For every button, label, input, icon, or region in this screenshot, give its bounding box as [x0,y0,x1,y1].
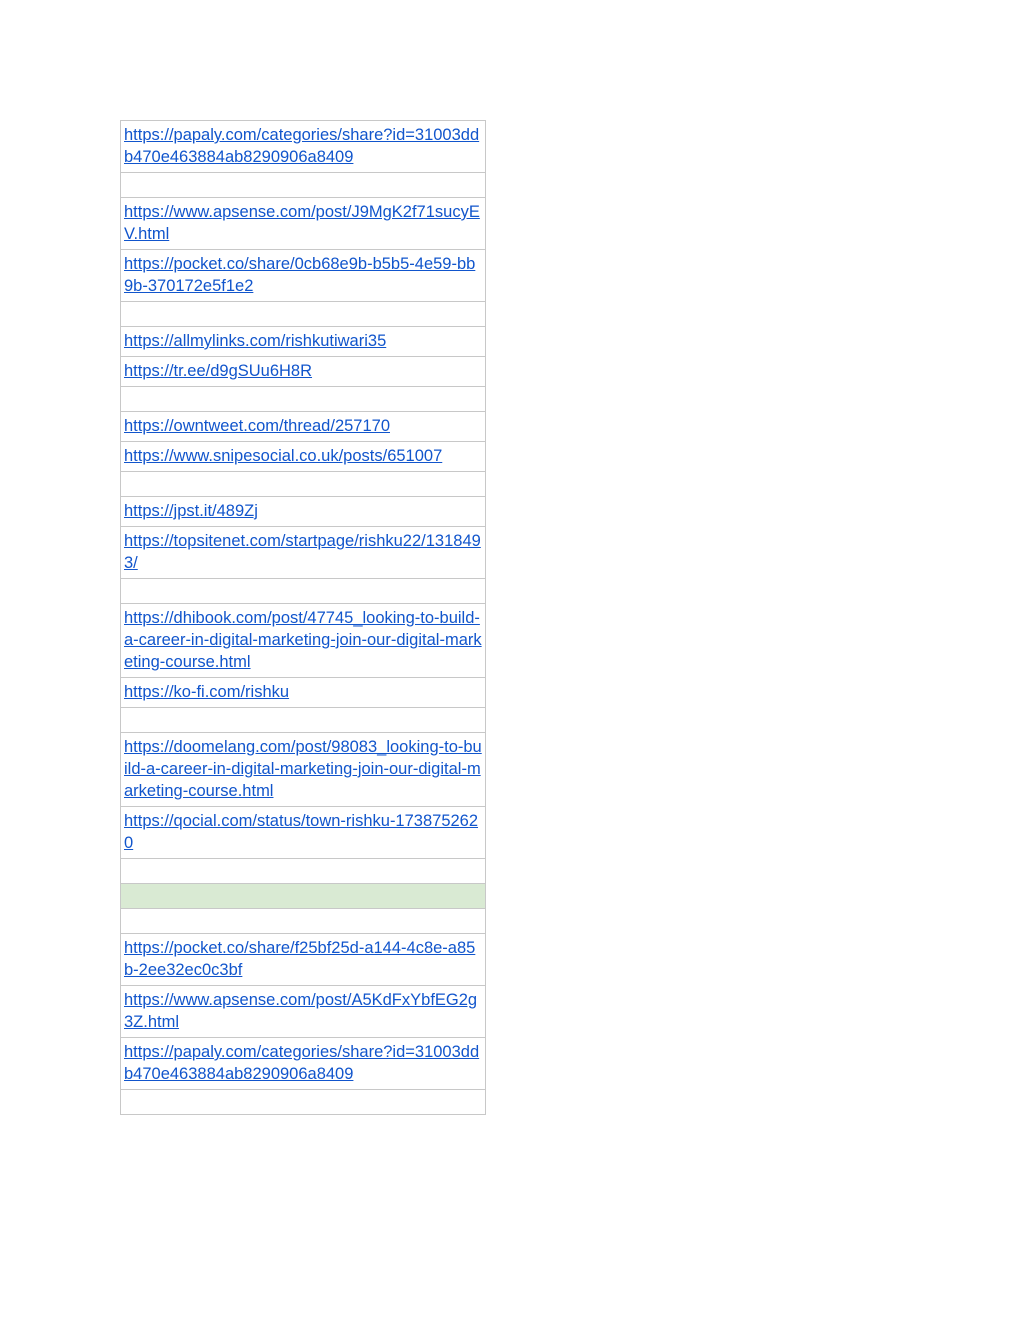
table-row [121,934,486,986]
table-cell[interactable] [121,859,486,884]
link[interactable]: https://owntweet.com/thread/257170 [124,417,390,435]
table-cell[interactable] [121,1090,486,1115]
table-cell[interactable] [121,708,486,733]
table-row [121,527,486,579]
table-cell[interactable] [121,250,486,302]
table-cell[interactable] [121,302,486,327]
table-cell[interactable] [121,387,486,412]
table-cell[interactable] [121,807,486,859]
link[interactable]: https://jpst.it/489Zj [124,502,258,520]
table-cell[interactable] [121,986,486,1038]
table-cell[interactable] [121,327,486,357]
link[interactable]: https://qocial.com/status/town-rishku-1738752620 [124,812,479,852]
table-cell[interactable] [121,173,486,198]
table-cell[interactable] [121,604,486,678]
table-row [121,387,486,412]
table-cell[interactable] [121,121,486,173]
table-cell[interactable] [121,472,486,497]
table-row [121,173,486,198]
table-row [121,986,486,1038]
link[interactable]: https://ko-fi.com/rishku [124,683,290,701]
table-row [121,302,486,327]
link[interactable]: https://pocket.co/share/0cb68e9b-b5b5-4e59-bb9b-370172e5f1e2 [124,255,476,295]
link[interactable]: https://www.snipesocial.co.uk/posts/651007 [124,447,443,465]
link[interactable]: https://topsitenet.com/startpage/rishku22/1318493/ [124,532,481,572]
link[interactable]: https://pocket.co/share/f25bf25d-a144-4c8e-a85b-2ee32ec0c3bf [124,939,476,979]
table-row [121,678,486,708]
link[interactable]: https://tr.ee/d9gSUu6H8R [124,362,313,380]
table-cell[interactable] [121,412,486,442]
link[interactable]: https://doomelang.com/post/98083_looking-to-build-a-career-in-digital-marketing-join-our-digital-marketing-course.html [124,738,482,800]
table-row [121,327,486,357]
table-row [121,604,486,678]
table-row [121,497,486,527]
link[interactable]: https://dhibook.com/post/47745_looking-to-build-a-career-in-digital-marketing-join-our-digital-marketing-course.html [124,609,482,671]
link[interactable]: https://papaly.com/categories/share?id=31003ddb470e463884ab8290906a8409 [124,126,480,166]
table-row [121,909,486,934]
table-cell[interactable] [121,527,486,579]
table-cell[interactable] [121,678,486,708]
table-row [121,859,486,884]
table-cell[interactable] [121,357,486,387]
table-row [121,121,486,173]
table-cell[interactable] [121,733,486,807]
table-cell[interactable] [121,579,486,604]
table-row [121,412,486,442]
table-cell[interactable] [121,442,486,472]
link[interactable]: https://allmylinks.com/rishkutiwari35 [124,332,387,350]
table-row [121,1038,486,1090]
table-cell[interactable] [121,497,486,527]
table-cell[interactable] [121,909,486,934]
link-table [120,120,486,1115]
table-row [121,472,486,497]
table-row [121,357,486,387]
link[interactable]: https://www.apsense.com/post/A5KdFxYbfEG2g3Z.html [124,991,478,1031]
table-row [121,708,486,733]
link[interactable]: https://papaly.com/categories/share?id=31003ddb470e463884ab8290906a8409 [124,1043,480,1083]
table-row [121,442,486,472]
table-cell[interactable] [121,198,486,250]
table-row [121,250,486,302]
link-table-body [121,121,486,1115]
table-cell[interactable] [121,1038,486,1090]
table-row [121,733,486,807]
table-row [121,198,486,250]
link[interactable]: https://www.apsense.com/post/J9MgK2f71sucyEV.html [124,203,480,243]
table-row [121,1090,486,1115]
table-row [121,579,486,604]
table-cell[interactable] [121,884,486,909]
table-cell[interactable] [121,934,486,986]
table-row [121,807,486,859]
table-row [121,884,486,909]
